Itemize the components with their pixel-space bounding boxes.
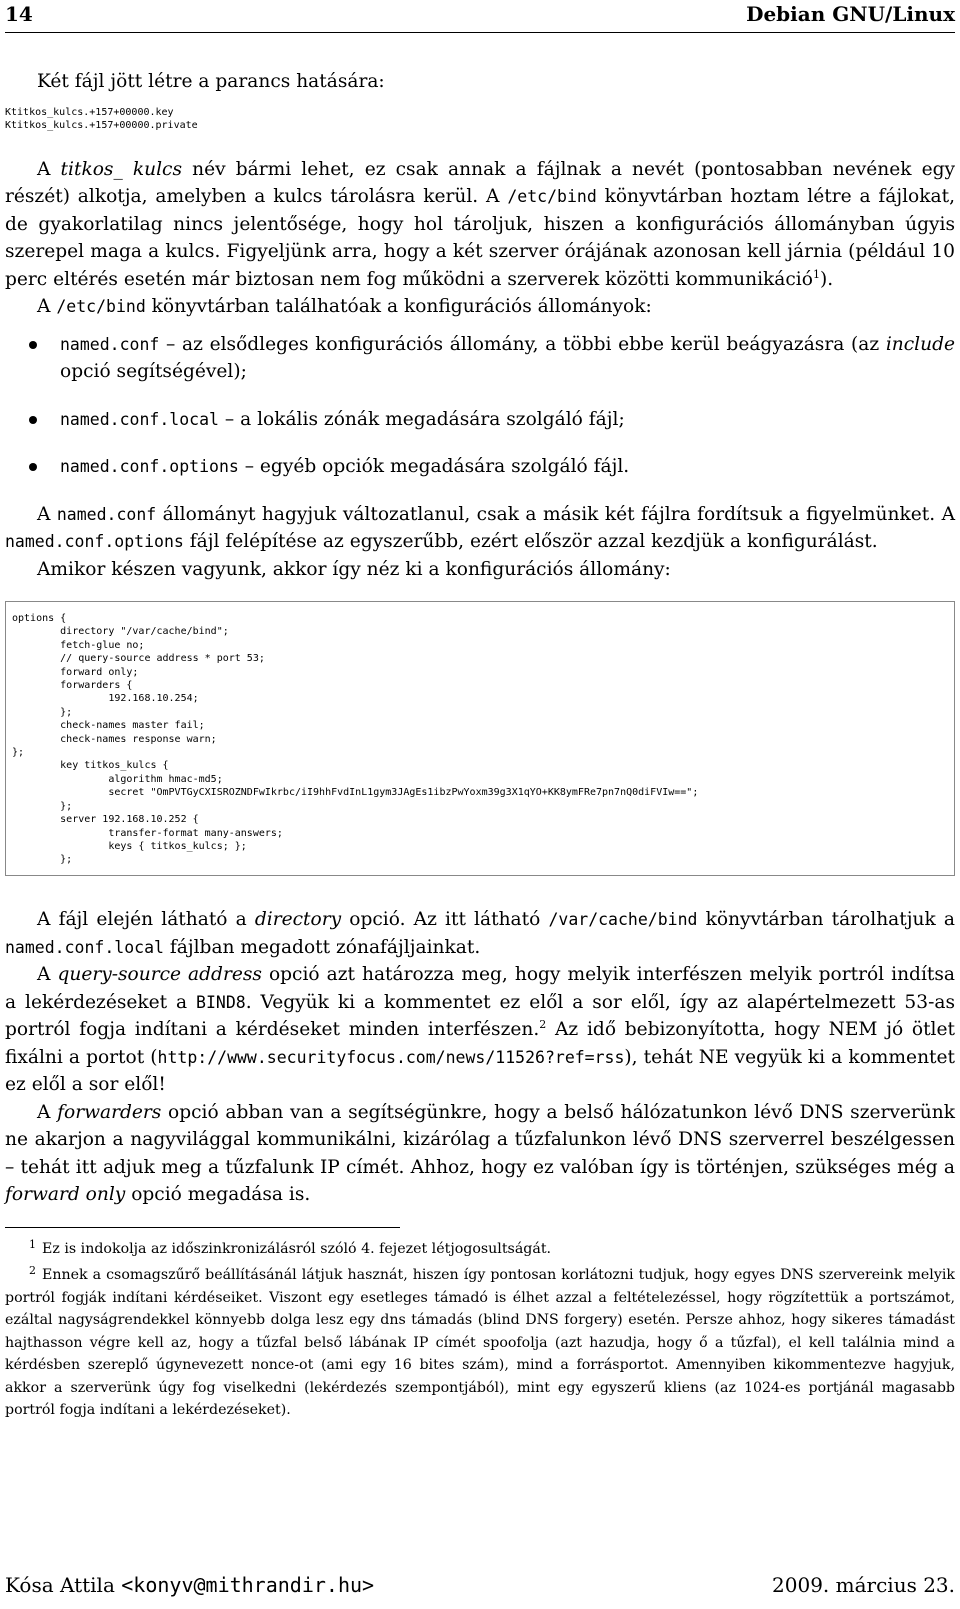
config-code-block: options { directory "/var/cache/bind"; fetch-glue no; // query-source address * port 53; forward only; forwarders { 192.168.10.254; }; check-names master fail; check-names response warn; }; key titkos_kulcs { algorithm hmac-md5; secret "OmPVTGyCXISROZNDFwIkrbc/iI9hhFvdInL1gym3JAgEs1ibzPwYoxm39g3X1qYO+KK8ymFRe7pn7nQ0diFVIw=="; }; server 192.168.10.252 { transfer-format many-answers; keys { titkos_kulcs; }; };	[5, 601, 955, 876]
footer-date: 2009. március 23.	[772, 1573, 955, 1597]
paragraph-named-conf: A named.conf állományt hagyjuk változatlanul, csak a másik két fájlra fordítsuk a figyelmünket. A named.conf.options fájl felépítése az egyszerűbb, ezért először azzal kezdjük a konfigurálást.	[5, 503, 955, 552]
bullet-icon	[29, 341, 37, 349]
list-item: named.conf – az elsődleges konfigurációs állomány, a többi ebbe kerül beágyazásra (az include opció segítségével);	[5, 331, 955, 386]
securityfocus-link[interactable]: http://www.securityfocus.com/news/11526?ref=rss	[157, 1047, 625, 1067]
italic-term: titkos_ kulcs	[60, 158, 182, 180]
page-header	[5, 0, 955, 28]
footnote-ref-2[interactable]: 2	[539, 1018, 547, 1031]
footnote-ref-1[interactable]: 1	[812, 267, 820, 281]
main-content	[5, 40, 955, 1422]
footnote-2: 2 Ennek a csomagszűrő beállításánál látjuk hasznát, hiszen így pontosan korlátozni tudjuk, hogy egyes DNS szervereink melyik portról fogják indítani kérdéseiket. Viszont egy esetleges támadó is élhet azzal a feltételezéssel, hogy rögzítettük a portszámot, ezáltal nagyságrendekkel könnyebb dolga lesz egy dns támadás (blind DNS forgery) esetén. Persze ahhoz, hogy sikeres támadást hajthasson végre kell az, hogy a tűzfal belső lábának IP címét spoofolja (azt hazudja, hogy ő a tűzfal), el kell találnia mind a kérdésben szereplő úgynevezett nonce-ot (ami egy 16 bites szám), mind a forrásportot. Amennyiben kikommentezve hagyjuk, akkor a szerverünk úgy fog viselkedni (lekérdezés szempontjából), mint egy egyszerű kliens (az 1024-es portjánál magasabb portról fogja indítani a lekérdezéseket).	[5, 1264, 955, 1418]
page-number: 14	[5, 2, 33, 26]
header-rule	[5, 32, 955, 33]
paragraph-directory: A fájl elején látható a directory opció. Az itt látható /var/cache/bind könyvtárban tárolhatjuk a named.conf.local fájlban megadott zónafájljainkat.	[5, 909, 955, 958]
path-etc-bind: /etc/bind	[507, 187, 597, 206]
path-etc-bind-2: /etc/bind	[56, 297, 146, 316]
paragraph-query-source: A query-source address opció azt határozza meg, hogy melyik interfészen melyik portról indítsa a lekérdezéseket a BIND8. Vegyük ki a kommentet ez elől a sor elől, így az alapértelmezett 53-as portról fogja indítani a kérdéseket minden interfészen.$^2$ Az idő bebizonyította, hogy NEM jó ötlet fixálni a portot (http://www.securityfocus.com/news/11526?ref=rss), tehát NE vegyük ki a kommentet ez elől a sor elől!	[5, 964, 955, 1095]
list-item: named.conf.options – egyéb opciók megadására szolgáló fájl.	[5, 453, 955, 481]
paragraph-config-dir: A /etc/bind könyvtárban találhatóak a konfigurációs állományok:	[37, 296, 652, 317]
bullet-icon	[29, 416, 37, 424]
generated-file-key: Ktitkos_kulcs.+157+00000.key	[5, 106, 174, 118]
config-files-list	[5, 331, 955, 481]
intro-paragraph: Két fájl jött létre a parancs hatására:	[37, 71, 385, 92]
generated-file-private: Ktitkos_kulcs.+157+00000.private	[5, 119, 198, 131]
paragraph-config-intro: Amikor készen vagyunk, akkor így néz ki a konfigurációs állomány:	[37, 558, 671, 580]
bullet-icon	[29, 463, 37, 471]
footnote-rule	[5, 1227, 400, 1228]
paragraph-forwarders: A forwarders opció abban van a segítségünkre, hogy a belső hálózatunkon lévő DNS szerverünk ne akarjon a nagyvilággal kommunikálni, kizárólag a tűzfalunkon lévő DNS szerverrel beszélgessen – tehát itt adjuk meg a tűzfalunk IP címét. Ahhoz, hogy ez valóban így is történjen, szükséges még a forward only opció megadása is.	[5, 1101, 955, 1205]
paragraph-key-name: A titkos_ kulcs név bármi lehet, ez csak annak a fájlnak a nevét (pontosabban nevének egy részét) alkotja, amelyben a kulcs tárolásra kerül. A /etc/bind könyvtárban hoztam létre a fájlokat, de gyakorlatilag nincs jelentősége, hogy hol tároljuk, hiszen a konfigurációs állományban úgyis szerepel maga a kulcs. Figyeljünk arra, hogy a két szerver órájának azonosan kell járnia (például 10 perc eltérés esetén már biztosan nem fog működni a szerverek közötti kommunikáció$^1$).	[5, 158, 955, 290]
generated-files-listing	[5, 106, 955, 132]
footnote-1: 1 Ez is indokolja az időszinkronizálásról szóló 4. fejezet létjogosultságát.	[29, 1237, 552, 1257]
page-footer	[5, 1571, 955, 1599]
footer-author: Kósa Attila <konyv@mithrandir.hu>	[5, 1573, 375, 1597]
author-email[interactable]: <konyv@mithrandir.hu>	[121, 1573, 375, 1597]
running-title: Debian GNU/Linux	[746, 2, 955, 26]
list-item: named.conf.local – a lokális zónák megadására szolgáló fájl;	[5, 406, 955, 434]
